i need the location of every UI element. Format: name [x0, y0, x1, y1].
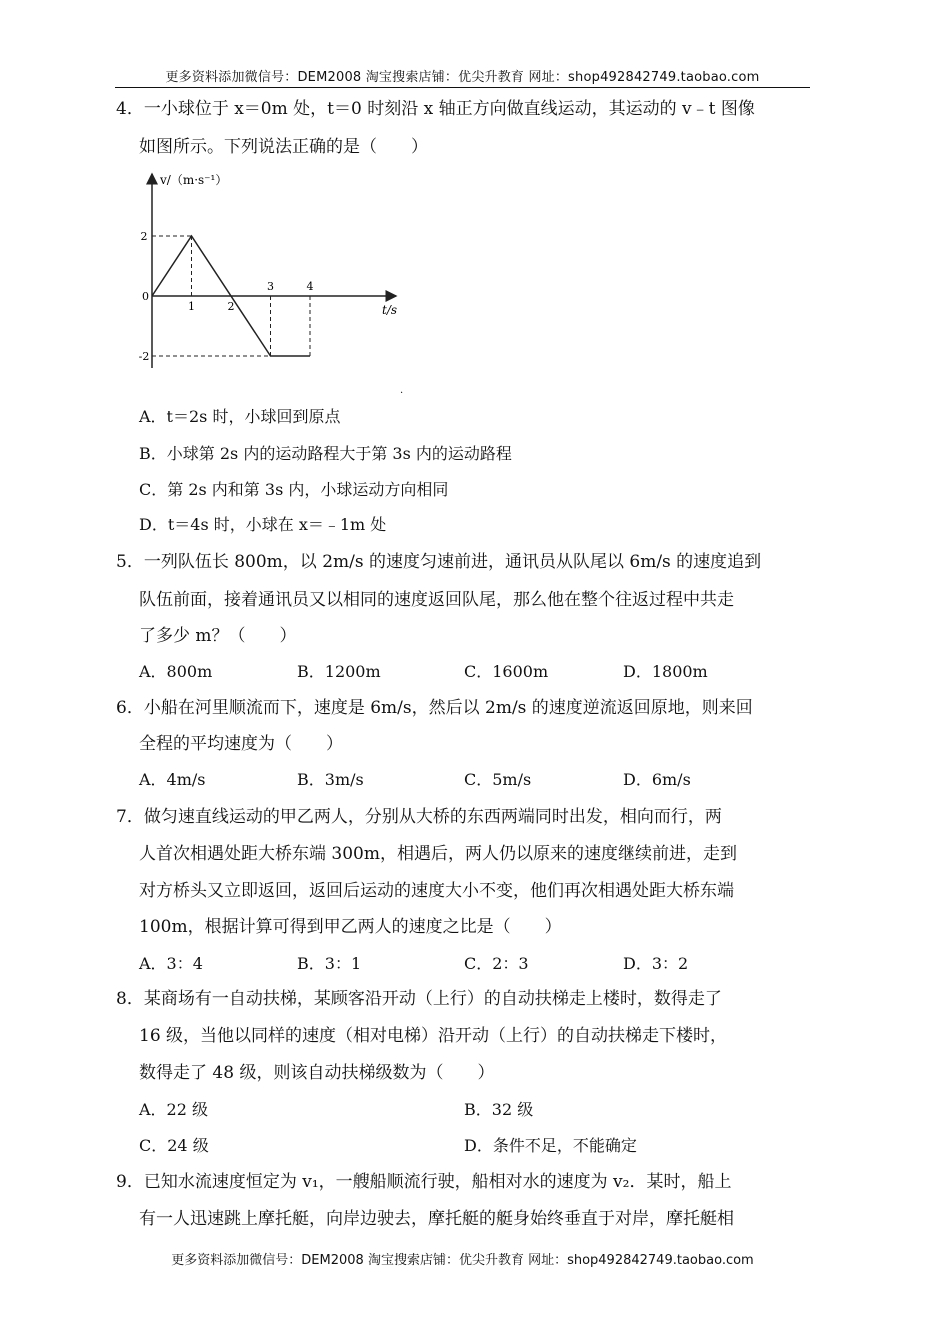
q7-option-b: B．3：1 [297, 954, 362, 973]
q6-line-1: 6．小船在河里顺流而下，速度是 6m/s，然后以 2m/s 的速度逆流返回原地，则来回 [116, 698, 753, 718]
q6-option-a: A．4m/s [139, 770, 206, 789]
y-axis-label: v/（m·s⁻¹） [160, 173, 228, 187]
q7-line-2: 人首次相遇处距大桥东端 300m，相遇后，两人仍以原来的速度继续前进，走到 [139, 844, 737, 864]
q8-option-b: B．32 级 [464, 1100, 534, 1119]
page-header: 更多资料添加微信号：DEM2008 淘宝搜索店铺：优尖升教育 网址：shop492842749.taobao.com [165, 70, 760, 85]
q4-option-a: A．t＝2s 时，小球回到原点 [139, 407, 341, 426]
y-tick-2: 2 [140, 230, 148, 243]
q8-option-c: C．24 级 [139, 1136, 209, 1155]
q9-line-1: 9．已知水流速度恒定为 v₁，一艘船顺流行驶，船相对水的速度为 v₂．某时，船上 [116, 1172, 732, 1192]
q4-line-2: 如图所示。下列说法正确的是（ ） [139, 137, 428, 157]
q5-option-b: B．1200m [297, 662, 381, 681]
q6-line-2: 全程的平均速度为（ ） [139, 734, 343, 754]
x-tick-2: 2 [227, 300, 235, 313]
q6-option-d: D．6m/s [623, 770, 691, 789]
x-tick-3: 3 [267, 280, 274, 293]
q5-line-3: 了多少 m？（ ） [139, 626, 297, 646]
x-tick-1: 1 [188, 300, 195, 313]
q7-line-3: 对方桥头又立即返回，返回后运动的速度大小不变，他们再次相遇处距大桥东端 [139, 881, 734, 901]
q7-option-a: A．3：4 [139, 954, 203, 973]
q4-option-b: B．小球第 2s 内的运动路程大于第 3s 内的运动路程 [139, 444, 512, 463]
q7-line-1: 7．做匀速直线运动的甲乙两人，分别从大桥的东西两端同时出发，相向而行，两 [116, 807, 722, 827]
q6-option-c: C．5m/s [464, 770, 532, 789]
q8-option-a: A．22 级 [139, 1100, 209, 1119]
q5-option-a: A．800m [139, 662, 213, 681]
origin-label: 0 [142, 290, 149, 303]
q8-option-d: D．条件不足，不能确定 [464, 1136, 637, 1155]
q9-line-2: 有一人迅速跳上摩托艇，向岸边驶去，摩托艇的艇身始终垂直于对岸，摩托艇相 [139, 1209, 734, 1229]
q6-option-b: B．3m/s [297, 770, 364, 789]
y-tick--2: -2 [138, 350, 150, 363]
q5-option-c: C．1600m [464, 662, 549, 681]
page-footer: 更多资料添加微信号：DEM2008 淘宝搜索店铺：优尖升教育 网址：shop492842749.taobao.com [171, 1253, 754, 1268]
x-tick-4: 4 [306, 280, 314, 293]
header-rule [115, 87, 810, 88]
q7-line-4: 100m，根据计算可得到甲乙两人的速度之比是（ ） [139, 917, 562, 937]
q8-line-3: 数得走了 48 级，则该自动扶梯级数为（ ） [139, 1063, 495, 1083]
q8-line-2: 16 级，当他以同样的速度（相对电梯）沿开动（上行）的自动扶梯走下楼时， [139, 1026, 728, 1046]
x-axis-label: t/s [382, 303, 398, 317]
q8-line-1: 8．某商场有一自动扶梯，某顾客沿开动（上行）的自动扶梯走上楼时，数得走了 [116, 989, 722, 1009]
q7-option-d: D．3：2 [623, 954, 689, 973]
q4-option-c: C．第 2s 内和第 3s 内，小球运动方向相同 [139, 480, 449, 499]
q4-option-d: D．t＝4s 时，小球在 x＝﹣1m 处 [139, 515, 387, 534]
q5-option-d: D．1800m [623, 662, 708, 681]
vt-graph [132, 168, 422, 398]
q5-line-1: 5．一列队伍长 800m，以 2m/s 的速度匀速前进，通讯员从队尾以 6m/s 的速度追到 [116, 552, 762, 572]
q5-line-2: 队伍前面，接着通讯员又以相同的速度返回队尾，那么他在整个往返过程中共走 [139, 590, 734, 610]
q7-option-c: C．2：3 [464, 954, 529, 973]
q4-line-1: 4．一小球位于 x＝0m 处，t＝0 时刻沿 x 轴正方向做直线运动，其运动的 v﹣t 图像 [116, 99, 755, 119]
